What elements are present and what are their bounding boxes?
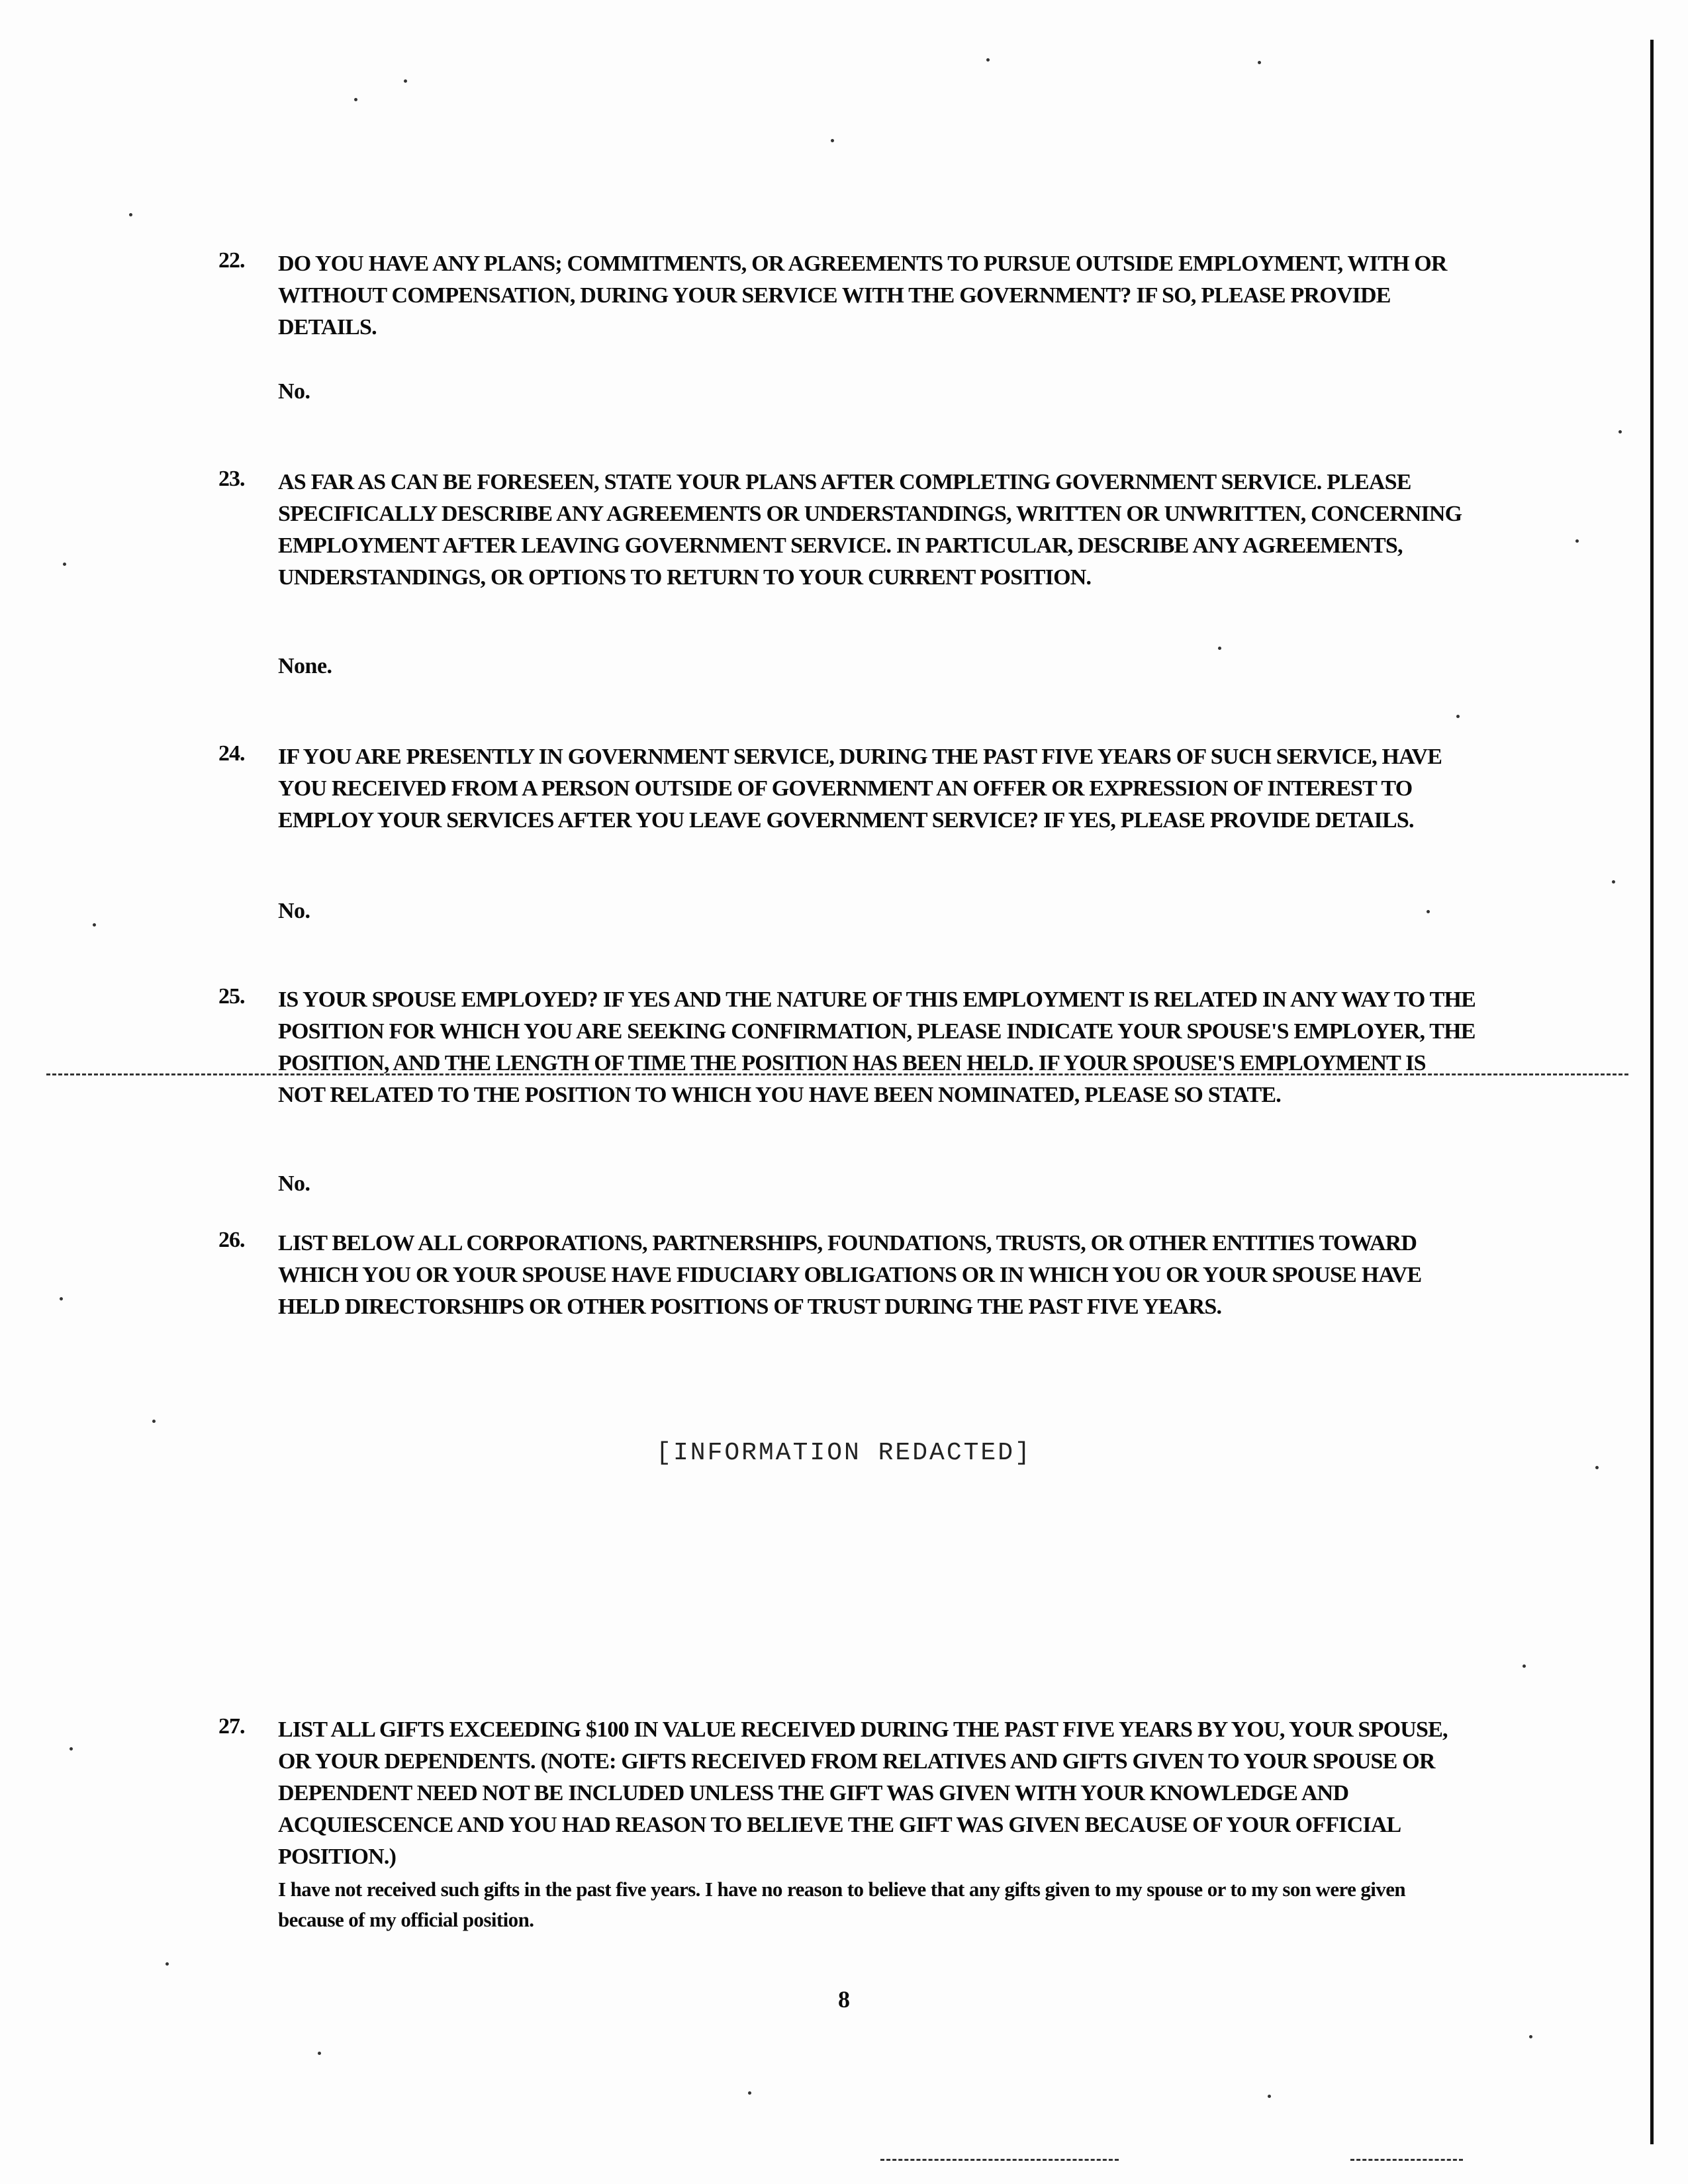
answer-25: No. xyxy=(278,1171,310,1196)
question-number: 23. xyxy=(218,467,245,491)
scan-speck xyxy=(1529,2035,1532,2038)
page-number: 8 xyxy=(838,1986,850,2013)
question-number: 25. xyxy=(218,984,245,1009)
scan-speck xyxy=(1427,910,1430,913)
scan-speck xyxy=(318,2052,321,2055)
question-number: 27. xyxy=(218,1714,245,1739)
question-number: 26. xyxy=(218,1228,245,1252)
scan-speck xyxy=(1258,61,1261,64)
scan-speck xyxy=(1218,647,1221,650)
scan-speck xyxy=(152,1420,156,1423)
answer-27: I have not received such gifts in the past five years. I have no reason to believe that any gifts given to my spouse or to my son were given because of my official position. xyxy=(278,1878,1406,1931)
scan-speck xyxy=(1456,715,1460,718)
question-text: AS FAR AS CAN BE FORESEEN, STATE YOUR PLANS AFTER COMPLETING GOVERNMENT SERVICE. PLEASE SPECIFICALLY DESCRIBE ANY AGREEMENTS OR UNDERSTANDINGS, WRITTEN OR UNWRITTEN, CONCERNING EMPLOYMENT AFTER LEAVING GOVERNMENT SERVICE. IN PARTICULAR, DESCRIBE ANY AGREEMENTS, UNDERSTANDINGS, OR OPTIONS TO RETURN TO YOUR CURRENT POSITION. xyxy=(278,470,1462,590)
scan-speck xyxy=(1595,1466,1599,1469)
scan-speck xyxy=(93,923,96,927)
scan-speck xyxy=(1612,880,1615,884)
question-22 xyxy=(218,248,1476,343)
question-text: LIST BELOW ALL CORPORATIONS, PARTNERSHIPS, FOUNDATIONS, TRUSTS, OR OTHER ENTITIES TOWARD WHICH YOU OR YOUR SPOUSE HAVE FIDUCIARY OBLIGATIONS OR IN WHICH YOU OR YOUR SPOUSE HAVE HELD DIRECTORSHIPS OR OTHER POSITIONS OF TRUST DURING THE PAST FIVE YEARS. xyxy=(278,1231,1422,1319)
answer-23: None. xyxy=(278,654,332,678)
scan-speck xyxy=(70,1747,73,1751)
question-23 xyxy=(218,467,1476,594)
scan-speck xyxy=(129,213,132,216)
answer-22: No. xyxy=(278,379,310,404)
dashed-scan-line xyxy=(46,1073,1628,1075)
question-25 xyxy=(218,984,1476,1111)
redacted-notice: [INFORMATION REDACTED] xyxy=(656,1439,1032,1467)
scan-speck xyxy=(165,1962,169,1966)
scan-speck xyxy=(60,1297,63,1300)
question-26 xyxy=(218,1228,1476,1323)
answer-24: No. xyxy=(278,899,310,923)
scan-speck xyxy=(404,79,407,83)
scan-speck xyxy=(1268,2095,1271,2098)
question-text: DO YOU HAVE ANY PLANS; COMMITMENTS, OR AGREEMENTS TO PURSUE OUTSIDE EMPLOYMENT, WITH OR WITHOUT COMPENSATION, DURING YOUR SERVICE WITH THE GOVERNMENT? IF SO, PLEASE PROVIDE DETAILS. xyxy=(278,251,1447,340)
question-number: 24. xyxy=(218,741,245,766)
question-text: LIST ALL GIFTS EXCEEDING $100 IN VALUE RECEIVED DURING THE PAST FIVE YEARS BY YOU, YOUR SPOUSE, OR YOUR DEPENDENTS. (NOTE: GIFTS RECEIVED FROM RELATIVES AND GIFTS GIVEN TO YOUR SPOUSE OR DEPENDENT NEED NOT BE INCLUDED UNLESS THE GIFT WAS GIVEN WITH YOUR KNOWLEDGE AND ACQUIESCENCE AND YOU HAD REASON TO BELIEVE THE GIFT WAS GIVEN BECAUSE OF YOUR OFFICIAL POSITION.) xyxy=(278,1717,1448,1869)
dashed-scan-line xyxy=(880,2159,1119,2161)
scan-speck xyxy=(63,563,66,566)
scan-speck xyxy=(1618,430,1622,433)
dashed-scan-line xyxy=(1350,2159,1463,2161)
scan-speck xyxy=(986,58,990,62)
question-text: IS YOUR SPOUSE EMPLOYED? IF YES AND THE NATURE OF THIS EMPLOYMENT IS RELATED IN ANY WAY TO THE POSITION FOR WHICH YOU ARE SEEKING CONFIRMATION, PLEASE INDICATE YOUR SPOUSE'S EMPLOYER, THE POSITION, AND THE LENGTH OF TIME THE POSITION HAS BEEN HELD. IF YOUR SPOUSE'S EMPLOYMENT IS NOT RELATED TO THE POSITION TO WHICH YOU HAVE BEEN NOMINATED, PLEASE SO STATE. xyxy=(278,987,1476,1107)
question-24 xyxy=(218,741,1476,837)
question-text: IF YOU ARE PRESENTLY IN GOVERNMENT SERVICE, DURING THE PAST FIVE YEARS OF SUCH SERVICE, HAVE YOU RECEIVED FROM A PERSON OUTSIDE OF GOVERNMENT AN OFFER OR EXPRESSION OF INTEREST TO EMPLOY YOUR SERVICES AFTER YOU LEAVE GOVERNMENT SERVICE? IF YES, PLEASE PROVIDE DETAILS. xyxy=(278,745,1442,833)
scan-edge-line xyxy=(1650,40,1654,2144)
question-27 xyxy=(218,1714,1476,1873)
scan-speck xyxy=(831,139,834,142)
question-number: 22. xyxy=(218,248,245,273)
scan-speck xyxy=(748,2091,751,2095)
scan-speck xyxy=(1575,539,1579,543)
scan-speck xyxy=(354,98,357,101)
scan-speck xyxy=(1523,1664,1526,1668)
